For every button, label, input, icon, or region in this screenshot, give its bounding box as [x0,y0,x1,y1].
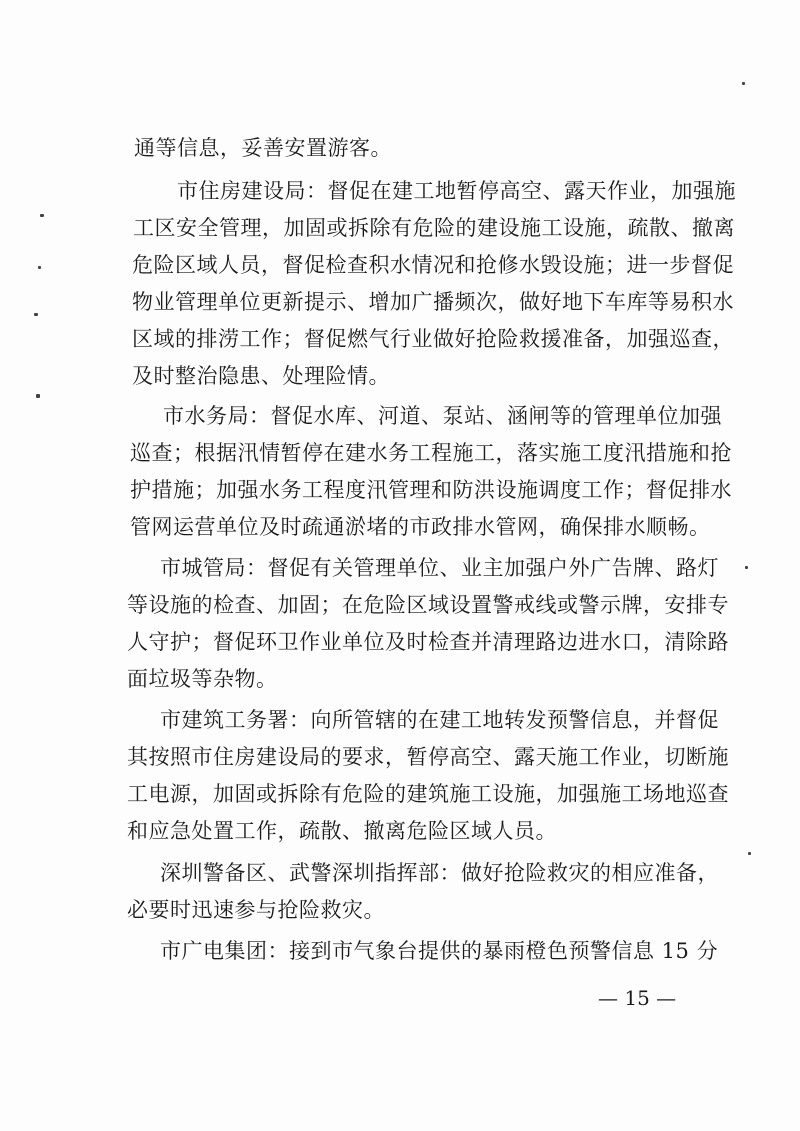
scan-speck [40,214,44,217]
text-line: 市广电集团：接到市气象台提供的暴雨橙色预警信息 15 分 [160,939,719,963]
text-line: 等设施的检查、加固；在危险区域设置警戒线或警示牌，安排专 [127,593,729,617]
text-line: 工电源，加固或拆除有危险的建筑施工设施，加强施工场地巡查 [127,782,729,806]
scan-speck [36,394,40,398]
scan-speck [745,566,748,569]
text-line: 市水务局：督促水库、河道、泵站、涵闸等的管理单位加强 [163,404,722,428]
text-line: 巡查；根据汛情暂停在建水务工程施工，落实施工度汛措施和抢 [130,441,732,465]
text-line: 通等信息，妥善安置游客。 [134,136,392,160]
text-line: 工区安全管理，加固或拆除有危险的建设施工设施，疏散、撤离 [133,216,735,240]
text-line: 危险区域人员，督促检查积水情况和抢修水毁设施；进一步督促 [132,253,734,277]
text-line: 护措施；加强水务工程度汛管理和防洪设施调度工作；督促排水 [130,478,732,502]
text-line: 市住房建设局：督促在建工地暂停高空、露天作业，加强施 [177,179,736,203]
scan-speck [748,852,751,855]
text-line: 深圳警备区、武警深圳指挥部：做好抢险救灾的相应准备， [160,861,719,885]
text-line: 必要时迅速参与抢险救灾。 [127,898,385,922]
text-line: 及时整治隐患、处理险情。 [132,364,390,388]
text-line: 物业管理单位更新提示、增加广播频次，做好地下车库等易积水 [132,290,734,314]
text-line: 管网运营单位及时疏通淤堵的市政排水管网，确保排水顺畅。 [130,515,711,539]
text-line: 市建筑工务署：向所管辖的在建工地转发预警信息，并督促 [160,708,719,732]
text-line: 其按照市住房建设局的要求，暂停高空、露天施工作业，切断施 [127,745,729,769]
text-line: 面垃圾等杂物。 [127,667,278,691]
scan-speck [34,313,38,316]
page-number: — 15 — [598,986,677,1010]
text-line: 区域的排涝工作；督促燃气行业做好抢险救援准备，加强巡查， [132,327,734,351]
text-line: 人守护；督促环卫作业单位及时检查并清理路边进水口，清除路 [127,630,729,654]
text-line: 和应急处置工作，疏散、撤离危险区域人员。 [127,819,557,843]
scan-speck [38,266,41,269]
text-line: 市城管局：督促有关管理单位、业主加强户外广告牌、路灯 [160,556,719,580]
scan-speck [742,82,745,85]
